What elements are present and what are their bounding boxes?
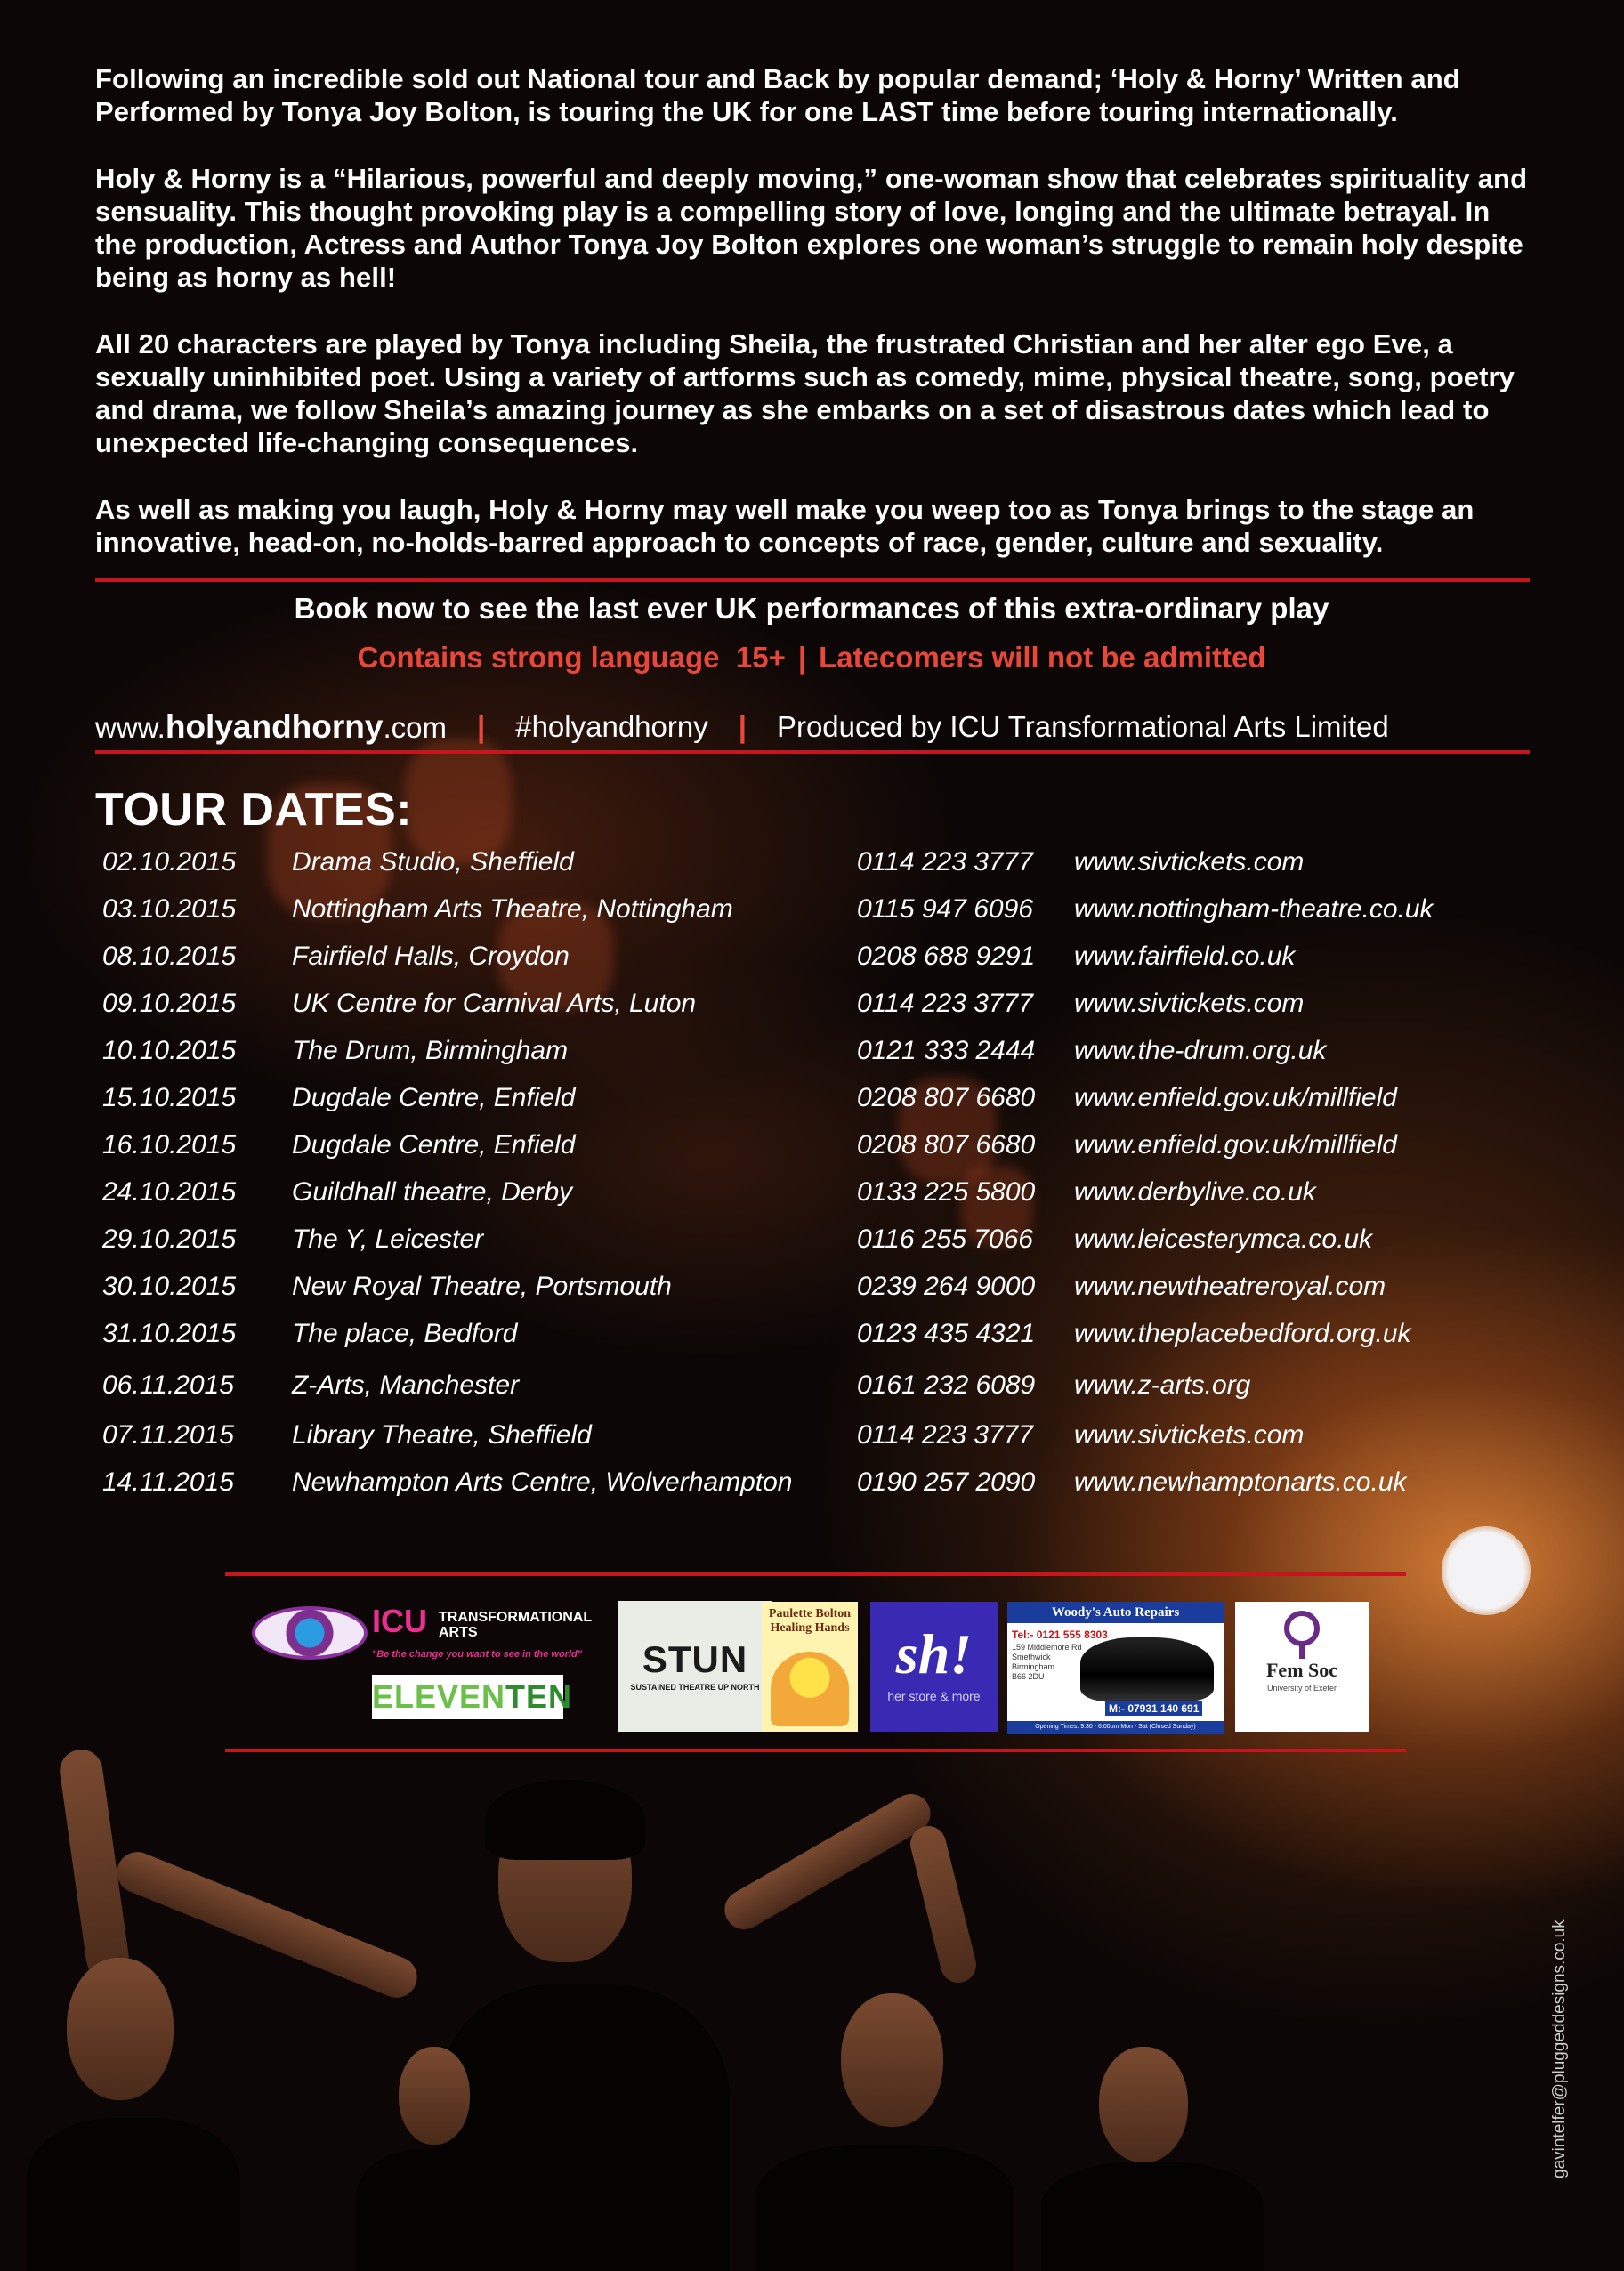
website[interactable]: www.derbylive.co.uk bbox=[1074, 1177, 1316, 1207]
divider-line bbox=[95, 750, 1530, 754]
venue: The Y, Leicester bbox=[292, 1224, 484, 1254]
venue: Z-Arts, Manchester bbox=[292, 1370, 520, 1400]
date: 24.10.2015 bbox=[102, 1177, 237, 1207]
femsoc-logo bbox=[1235, 1602, 1369, 1732]
content-warning bbox=[95, 641, 1528, 675]
stage-spotlight bbox=[1442, 1526, 1531, 1615]
date: 15.10.2015 bbox=[102, 1083, 237, 1112]
icu-sub2: ARTS bbox=[439, 1625, 478, 1640]
paulette-line2: Healing Hands bbox=[770, 1621, 850, 1635]
performer-dress bbox=[756, 2145, 1014, 2271]
venue: Fairfield Halls, Croydon bbox=[292, 942, 570, 971]
venue: Library Theatre, Sheffield bbox=[292, 1420, 592, 1450]
stun-subtitle: SUSTAINED THEATRE UP NORTH bbox=[630, 1683, 760, 1692]
date: 09.10.2015 bbox=[102, 989, 237, 1018]
phone: 0161 232 6089 bbox=[857, 1370, 1036, 1400]
sh-logo bbox=[870, 1602, 998, 1732]
venue: Newhampton Arts Centre, Wolverhampton bbox=[292, 1467, 793, 1497]
icu-name: ICU bbox=[372, 1603, 427, 1639]
producer-credit: Produced by ICU Transformational Arts Limited bbox=[776, 710, 1389, 743]
website-row bbox=[95, 707, 1528, 747]
performer-dress bbox=[27, 2118, 240, 2271]
venue: Guildhall theatre, Derby bbox=[292, 1177, 573, 1207]
separator: | bbox=[738, 710, 747, 743]
woody-address bbox=[1012, 1643, 1082, 1682]
performer-dress bbox=[356, 2149, 516, 2271]
website[interactable]: www.newtheatreroyal.com bbox=[1074, 1272, 1386, 1301]
performer-head bbox=[67, 1958, 174, 2100]
tour-dates-heading: TOUR DATES: bbox=[95, 784, 413, 836]
phone: 0114 223 3777 bbox=[857, 1420, 1033, 1450]
femsoc-university: University of Exeter bbox=[1266, 1684, 1337, 1693]
date: 08.10.2015 bbox=[102, 942, 237, 971]
website[interactable]: www.enfield.gov.uk/millfield bbox=[1074, 1083, 1397, 1112]
icu-sub1: TRANSFORMATIONAL bbox=[439, 1610, 593, 1625]
phone: 0208 688 9291 bbox=[857, 942, 1036, 971]
phone: 0133 225 5800 bbox=[857, 1177, 1036, 1207]
divider-line bbox=[95, 578, 1530, 582]
venue: New Royal Theatre, Portsmouth bbox=[292, 1272, 672, 1301]
woody-addr1: 159 Middlemore Rd bbox=[1012, 1643, 1082, 1652]
performer-head bbox=[841, 1993, 943, 2127]
website-link[interactable] bbox=[95, 708, 447, 746]
woody-hours: Opening Times: 9:30 - 6:00pm Mon - Sat (Closed Sunday) bbox=[1007, 1721, 1224, 1734]
intro-paragraph: Following an incredible sold out National tour and Back by popular demand; ‘Holy & Horny’ Written and Performed by Tonya Joy Bolton, is touring the UK for one LAST time before touring internationally. bbox=[95, 63, 1460, 127]
performer-head bbox=[399, 2047, 470, 2145]
date: 06.11.2015 bbox=[102, 1370, 234, 1400]
phone: 0208 807 6680 bbox=[857, 1083, 1036, 1112]
paulette-bolton-logo bbox=[762, 1602, 858, 1732]
icu-tagline: "Be the change you want to see in the world" bbox=[372, 1649, 582, 1660]
paulette-line1: Paulette Bolton bbox=[768, 1607, 852, 1620]
female-symbol-icon bbox=[1284, 1611, 1320, 1646]
age-rating: 15+ bbox=[735, 641, 786, 674]
woody-mobile: M:- 07931 140 691 bbox=[1105, 1701, 1202, 1716]
separator: | bbox=[476, 710, 486, 743]
woody-addr4: B66 2DU bbox=[1012, 1672, 1045, 1681]
intro-paragraph: Holy & Horny is a “Hilarious, powerful and deeply moving,” one-woman show that celebrates spirituality and sensuality. This thought provoking play is a compelling story of love, longing and the ultimate betrayal. In the production, Actress and Author Tonya Joy Bolton explores one woman’s struggle to remain holy despite being as horny as hell! bbox=[95, 163, 1528, 293]
intro-paragraph: All 20 characters are played by Tonya including Sheila, the frustrated Christian and her alter ego Eve, a sexually uninhibited poet. Using a variety of artforms such as comedy, mime, physical theatre, song, poetry and drama, we follow Sheila’s amazing journey as she embarks on a set of disastrous dates which lead to unexpected life-changing consequences. bbox=[95, 328, 1515, 458]
phone: 0239 264 9000 bbox=[857, 1272, 1036, 1301]
phone: 0190 257 2090 bbox=[857, 1467, 1036, 1497]
phone: 0114 223 3777 bbox=[857, 989, 1033, 1018]
phone: 0114 223 3777 bbox=[857, 847, 1033, 877]
book-now-text: Book now to see the last ever UK performances of this extra-ordinary play bbox=[294, 592, 1329, 625]
femsoc-name: Fem Soc bbox=[1265, 1659, 1338, 1681]
female-symbol-cross bbox=[1299, 1645, 1305, 1659]
bokeh-light bbox=[405, 739, 512, 863]
phone: 0123 435 4321 bbox=[857, 1319, 1036, 1348]
venue: Dugdale Centre, Enfield bbox=[292, 1130, 576, 1160]
designer-credit: gavintelfer@pluggeddesigns.co.uk bbox=[1550, 1919, 1569, 2178]
stun-name: STUN bbox=[642, 1638, 748, 1680]
language-warning: Contains strong language bbox=[357, 641, 720, 674]
phone: 0121 333 2444 bbox=[857, 1036, 1036, 1065]
url-prefix: www. bbox=[95, 711, 166, 744]
phone: 0208 807 6680 bbox=[857, 1130, 1036, 1160]
venue: Dugdale Centre, Enfield bbox=[292, 1083, 576, 1112]
website[interactable]: www.enfield.gov.uk/millfield bbox=[1074, 1130, 1397, 1160]
venue: The place, Bedford bbox=[292, 1319, 518, 1348]
date: 02.10.2015 bbox=[102, 847, 237, 877]
website[interactable]: www.fairfield.co.uk bbox=[1074, 942, 1296, 971]
date: 16.10.2015 bbox=[102, 1130, 237, 1160]
date: 14.11.2015 bbox=[102, 1467, 234, 1497]
date: 10.10.2015 bbox=[102, 1036, 237, 1065]
performer-head bbox=[1099, 2047, 1188, 2162]
intro-text bbox=[95, 62, 1537, 593]
woody-tel: Tel:- 0121 555 8303 bbox=[1012, 1628, 1108, 1641]
date: 03.10.2015 bbox=[102, 894, 237, 924]
eleventen-part1: ELEVEN bbox=[372, 1678, 506, 1715]
date: 07.11.2015 bbox=[102, 1420, 234, 1450]
date: 30.10.2015 bbox=[102, 1272, 237, 1301]
website[interactable]: www.z-arts.org bbox=[1074, 1370, 1251, 1400]
woodys-auto-repairs-logo bbox=[1007, 1602, 1224, 1734]
icu-subtitle bbox=[439, 1610, 592, 1640]
hashtag: #holyandhorny bbox=[515, 710, 708, 743]
website[interactable]: www.sivtickets.com bbox=[1074, 989, 1305, 1018]
url-main: holyandhorny bbox=[165, 708, 384, 745]
venue: The Drum, Birmingham bbox=[292, 1036, 569, 1065]
date: 31.10.2015 bbox=[102, 1319, 237, 1348]
website[interactable]: www.theplacebedford.org.uk bbox=[1074, 1319, 1411, 1348]
performer-photo bbox=[0, 1726, 1624, 2271]
sh-subtitle: her store & more bbox=[887, 1689, 981, 1703]
icu-logo bbox=[252, 1599, 608, 1724]
website[interactable]: www.the-drum.org.uk bbox=[1074, 1036, 1327, 1065]
latecomers-warning: Latecomers will not be admitted bbox=[819, 641, 1266, 674]
divider-line bbox=[225, 1572, 1406, 1576]
website[interactable]: www.leicesterymca.co.uk bbox=[1074, 1224, 1373, 1254]
eye-icon bbox=[252, 1606, 368, 1660]
healing-hands-icon bbox=[771, 1652, 849, 1726]
paulette-title bbox=[762, 1607, 858, 1636]
eleventen-logo bbox=[372, 1675, 573, 1719]
performer-hair bbox=[485, 1780, 645, 1860]
website[interactable]: www.sivtickets.com bbox=[1074, 1420, 1305, 1450]
phone: 0116 255 7066 bbox=[857, 1224, 1033, 1254]
woody-addr2: Smethwick bbox=[1012, 1653, 1051, 1661]
stun-logo bbox=[618, 1601, 772, 1732]
venue: Nottingham Arts Theatre, Nottingham bbox=[292, 894, 733, 924]
car-icon bbox=[1080, 1637, 1214, 1701]
website[interactable]: www.nottingham-theatre.co.uk bbox=[1074, 894, 1434, 924]
performer-arm bbox=[907, 1822, 980, 1986]
performer-dress bbox=[1041, 2162, 1264, 2271]
woody-title: Woody's Auto Repairs bbox=[1007, 1602, 1224, 1623]
venue: Drama Studio, Sheffield bbox=[292, 847, 574, 877]
url-suffix: .com bbox=[383, 711, 447, 744]
phone: 0115 947 6096 bbox=[857, 894, 1033, 924]
sh-name: sh! bbox=[895, 1622, 973, 1685]
woody-addr3: Birmingham bbox=[1012, 1662, 1055, 1671]
website[interactable]: www.sivtickets.com bbox=[1074, 847, 1305, 877]
website[interactable]: www.newhamptonarts.co.uk bbox=[1074, 1467, 1407, 1497]
eleventen-part2: TEN bbox=[505, 1678, 573, 1715]
performer-arm bbox=[717, 1787, 937, 1936]
intro-paragraph: As well as making you laugh, Holy & Horny may well make you weep too as Tonya brings to the stage an innovative, head-on, no-holds-barred approach to concepts of race, gender, culture and sexuality. bbox=[95, 494, 1475, 558]
date: 29.10.2015 bbox=[102, 1224, 237, 1254]
venue: UK Centre for Carnival Arts, Luton bbox=[292, 989, 697, 1018]
separator: | bbox=[797, 641, 807, 674]
